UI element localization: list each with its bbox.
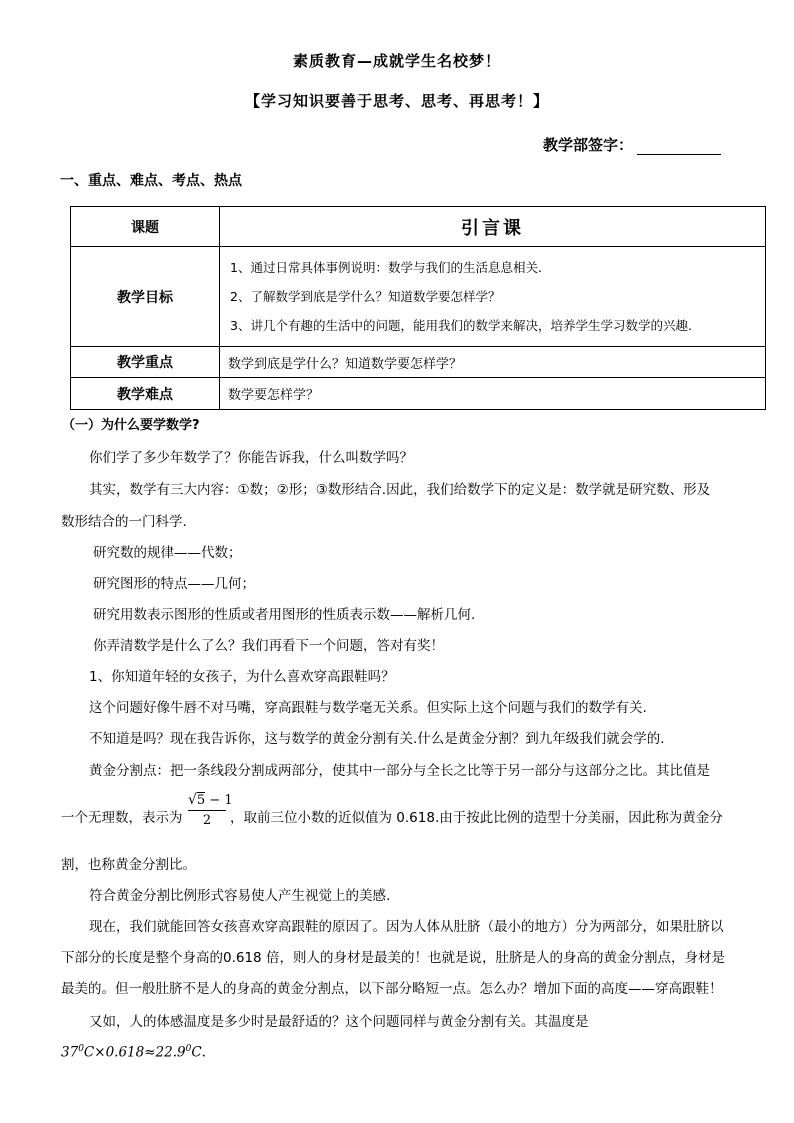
difficulty-value: 数学要怎样学？: [220, 378, 766, 410]
difficulty-label: 教学难点: [71, 378, 220, 410]
paragraph: 下部分的长度是整个身高的0.618 倍，则人的身材是最美的！也就是说，肚脐是人的身高的黄金分割点，身材是: [61, 950, 725, 966]
lesson-plan-table: [70, 206, 766, 410]
signature-field: [543, 134, 721, 155]
signature-label: 教学部签字：: [543, 136, 634, 154]
paragraph: 研究用数表示图形的性质或者用图形的性质表示数——解析几何.: [93, 607, 476, 623]
focus-value: 数学到底是学什么？知道数学要怎样学？: [220, 347, 766, 378]
section-title: 一、重点、难点、考点、热点: [60, 173, 242, 189]
paragraph: 最美的。但一般肚脐不是人的身高的黄金分割点，以下部分略短一点。怎么办？增加下面的高度——穿高跟鞋！: [61, 981, 723, 997]
paragraph: 这个问题好像牛唇不对马嘴，穿高跟鞋与数学毫无关系。但实际上这个问题与我们的数学有关.: [89, 700, 647, 716]
topic-value: 引言课: [220, 207, 766, 247]
paragraph: 不知道是吗？现在我告诉你，这与数学的黄金分割有关.什么是黄金分割？到九年级我们就会学的.: [89, 731, 665, 747]
fraction-numerator: √5 − 1: [188, 792, 226, 811]
topic-label: 课题: [71, 207, 220, 247]
goal-item: 3、讲几个有趣的生活中的问题，能用我们的数学来解决，培养学生学习数学的兴趣.: [230, 318, 692, 333]
motto-heading: 【学习知识要善于思考、思考、再思考！】: [244, 92, 549, 110]
slogan-heading: 素质教育—成就学生名校梦！: [292, 52, 501, 70]
paragraph: 割，也称黄金分割比。: [61, 857, 196, 873]
paragraph: 研究图形的特点——几何；: [93, 576, 255, 592]
paragraph: 你们学了多少年数学了？你能告诉我，什么叫数学吗？: [89, 450, 413, 466]
golden-ratio-fraction: [188, 792, 233, 828]
fraction-denominator: 2: [202, 813, 212, 828]
signature-line[interactable]: [637, 140, 721, 155]
focus-label: 教学重点: [71, 347, 220, 378]
paragraph: 研究数的规律——代数；: [93, 545, 242, 561]
goal-item: 2、了解数学到底是学什么？知道数学要怎样学？: [230, 289, 501, 304]
question: 1、你知道年轻的女孩子，为什么喜欢穿高跟鞋吗？: [89, 669, 395, 685]
goal-list: [220, 247, 766, 347]
table-row: [71, 347, 766, 378]
temperature-formula: $37^0C\times 0.618\approx 22.9^0C$.: [61, 1044, 206, 1061]
subsection-title: （一）为什么要学数学?: [62, 418, 200, 433]
paragraph: 黄金分割点：把一条线段分割成两部分，使其中一部分与全长之比等于另一部分与这部分之比。其比值是: [89, 763, 710, 779]
paragraph: 其实，数学有三大内容：①数；②形；③数形结合.因此，我们给数学下的定义是：数学就是研究数、形及: [89, 482, 711, 498]
paragraph: 数形结合的一门科学.: [61, 514, 187, 530]
paragraph: 又如，人的体感温度是多少时是最舒适的？这个问题同样与黄金分割有关。其温度是: [89, 1014, 589, 1030]
table-row: [71, 378, 766, 410]
goal-item: 1、通过日常具体事例说明：数学与我们的生活息息相关.: [230, 260, 542, 275]
paragraph-prefix: 一个无理数，表示为: [61, 810, 183, 826]
table-row: [71, 247, 766, 347]
paragraph: 你弄清数学是什么了么？我们再看下一个问题，答对有奖！: [93, 638, 444, 654]
paragraph: ，取前三位小数的近似值为 0.618.由于按此比例的造型十分美丽，因此称为黄金分: [230, 810, 723, 826]
goal-label: 教学目标: [71, 247, 220, 347]
paragraph: 符合黄金分割比例形式容易使人产生视觉上的美感.: [89, 888, 391, 904]
table-row: [71, 207, 766, 247]
paragraph: 现在，我们就能回答女孩喜欢穿高跟鞋的原因了。因为人体从肚脐（最小的地方）分为两部分，如果肚脐以: [89, 919, 724, 935]
